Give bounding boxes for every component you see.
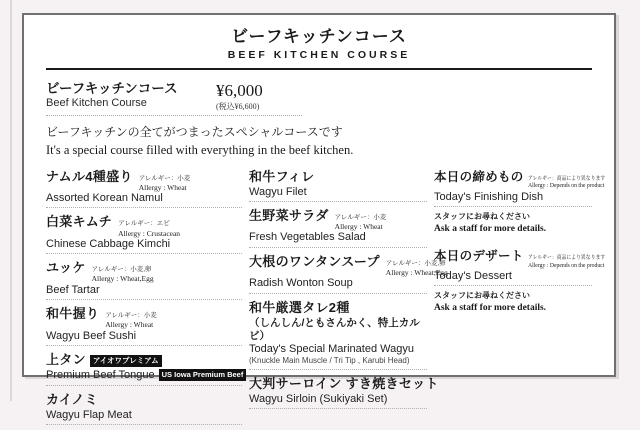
item-name-jp: 大根のワンタンスープ: [249, 253, 380, 269]
item-name-en: Wagyu Flap Meat: [46, 408, 132, 421]
page-subtitle: BEEF KITCHEN COURSE: [227, 49, 411, 62]
menu-item: [249, 207, 427, 248]
allergy-en: Allergy : Wheat: [138, 182, 187, 192]
allergy-en: Allergy : Wheat,Egg: [91, 274, 154, 284]
menu-item: [46, 391, 242, 425]
allergy-en: Allergy : Wheat: [105, 320, 154, 330]
allergy-note: [528, 176, 605, 191]
allergy-note: [335, 214, 387, 232]
item-name-jp: 本日の締めもの: [434, 169, 524, 184]
item-name-jp: 本日のデザート: [434, 249, 524, 264]
course-header: [46, 81, 302, 116]
item-name-jp: 大判サーロイン すき焼きセット: [249, 375, 439, 391]
menu-item: [434, 247, 605, 315]
item-name-en: Wagyu Sirloin (Sukiyaki Set): [249, 392, 388, 405]
allergy-note: [139, 175, 191, 193]
item-name-jp: 和牛厳選タレ2種: [249, 299, 350, 315]
item-name-en: Today's Dessert: [434, 270, 512, 283]
allergy-note: [528, 255, 605, 270]
menu-item: [249, 375, 439, 409]
allergy-en: Allergy : Wheat: [334, 222, 383, 232]
allergy-en: Allergy : Depends on the product: [527, 182, 604, 190]
course-name-jp: ビーフキッチンコース: [46, 81, 178, 97]
menu-item: [249, 253, 448, 294]
menu-item: [46, 168, 242, 209]
staff-note-jp: スタッフにお尋ねください: [434, 291, 530, 301]
price-block: [216, 81, 263, 112]
page-title: ビーフキッチンコース: [231, 27, 407, 46]
item-name-en: Wagyu Filet: [249, 185, 307, 198]
allergy-jp: アレルギー：小麦: [138, 174, 191, 182]
staff-note-en: Ask a staff for more details.: [434, 223, 547, 234]
course-description: [46, 124, 592, 158]
menu-item: [46, 305, 242, 346]
menu-item: [46, 351, 242, 385]
menu-column-3: [434, 168, 605, 430]
allergy-jp: アレルギー：小麦: [334, 213, 387, 221]
item-name-jp: 和牛握り: [46, 306, 100, 322]
allergy-note: [92, 266, 154, 284]
allergy-note: [105, 312, 157, 330]
allergy-jp: アレルギー：エビ: [118, 220, 170, 228]
title-divider: [46, 68, 592, 70]
staff-note-en: Ask a staff for more details.: [434, 303, 547, 314]
allergy-jp: アレルギー：小麦,卵: [91, 266, 152, 274]
item-name-en: Radish Wonton Soup: [249, 277, 353, 290]
allergy-jp: アレルギー：商品により異なります: [527, 255, 605, 262]
staff-note: [434, 291, 592, 314]
item-name-en: Today's Special Marinated Wagyu: [249, 342, 414, 355]
item-name-en-sub: (Knuckle Main Muscle / Tri Tip , Karubi Head): [249, 356, 410, 366]
menu-item: [434, 168, 605, 236]
item-name-en: Today's Finishing Dish: [434, 190, 544, 203]
item-name-jp: 白菜キムチ: [46, 214, 113, 230]
item-name-jp: 上タン: [46, 352, 86, 368]
item-name-en: Assorted Korean Namul: [46, 192, 163, 205]
course-description-jp: ビーフキッチンの全てがつまったスペシャルコースです: [46, 125, 343, 140]
menu-column-2: [249, 168, 448, 430]
allergy-jp: アレルギー：商品により異なります: [527, 175, 605, 182]
item-name-jp-sub: （しんしん/ともさんかく、特上カルビ）: [249, 316, 420, 342]
allergy-en: Allergy : Depends on the product: [527, 261, 604, 269]
allergy-en: Allergy : Wheat,Egg: [385, 267, 448, 277]
menu-card: [22, 13, 616, 421]
premium-badge-en: US Iowa Premium Beef: [159, 369, 247, 381]
item-name-en: Fresh Vegetables Salad: [249, 231, 366, 244]
course-price: ¥6,000: [216, 81, 263, 101]
course-description-en: It's a special course filled with everything in the beef kitchen.: [46, 142, 354, 157]
item-name-jp: 和牛フィレ: [249, 168, 315, 184]
staff-note: [434, 212, 592, 235]
allergy-en: Allergy : Crustacean: [118, 228, 181, 238]
item-name-en: Wagyu Beef Sushi: [46, 329, 137, 342]
menu-item: [46, 259, 242, 300]
premium-badge-jp: アイオワプレミアム: [90, 355, 162, 367]
item-name-jp: 生野菜サラダ: [249, 207, 329, 223]
staff-note-jp: スタッフにお尋ねください: [434, 211, 530, 221]
item-name-jp: ユッケ: [46, 260, 86, 276]
menu-columns: [46, 168, 605, 430]
course-name-en: Beef Kitchen Course: [46, 97, 147, 110]
allergy-jp: アレルギー：小麦,卵: [385, 259, 446, 267]
allergy-jp: アレルギー：小麦: [105, 312, 157, 320]
menu-item: [46, 213, 242, 254]
page-edge-line: [10, 0, 12, 401]
allergy-note: [118, 220, 180, 238]
menu-column-1: [46, 168, 242, 430]
item-name-jp: カイノミ: [46, 391, 99, 407]
item-name-en: Beef Tartar: [46, 283, 100, 296]
menu-item: [249, 299, 427, 370]
item-name-jp: ナムル4種盛り: [46, 168, 133, 184]
course-name-block: [46, 81, 216, 111]
course-price-tax: (税込¥6,600): [216, 102, 260, 112]
item-name-en: Chinese Cabbage Kimchi: [46, 237, 171, 250]
menu-item: [249, 168, 427, 202]
item-name-en: Premium Beef Tongue US Iowa Premium Beef: [46, 369, 242, 382]
